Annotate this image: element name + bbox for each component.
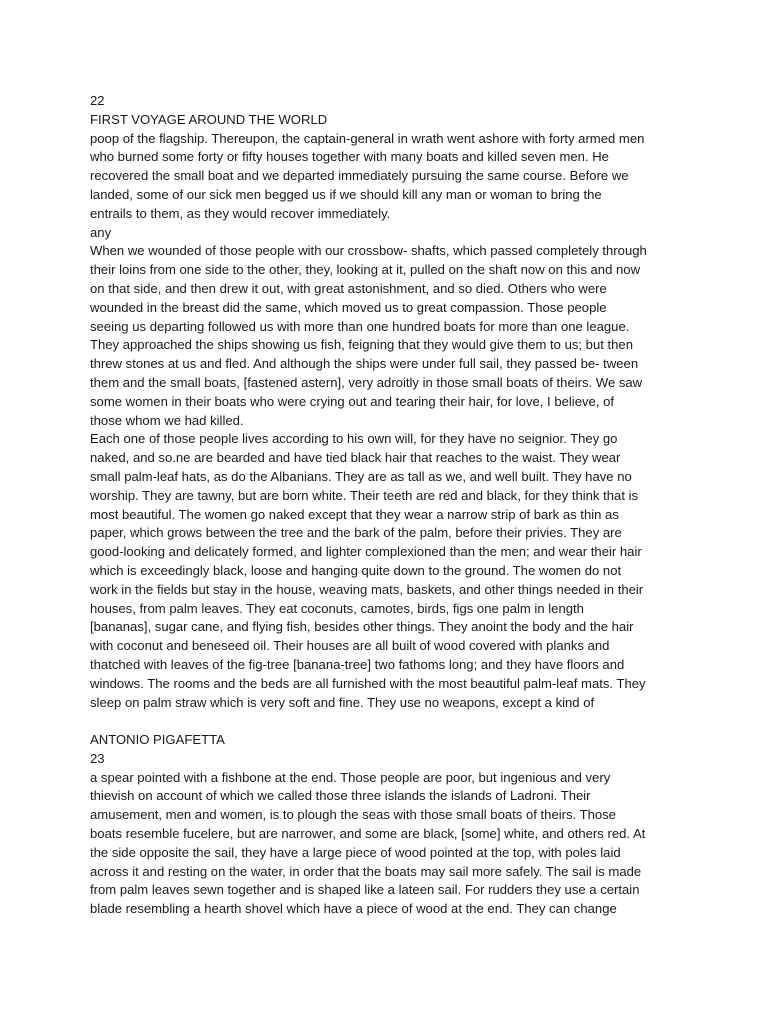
page-break-spacer — [90, 712, 690, 731]
running-title: ANTONIO PIGAFETTA — [90, 732, 225, 748]
paragraph-2 — [90, 242, 690, 430]
text-line: When we wounded of those people with our crossbow- shafts, which passed completely through — [90, 243, 647, 259]
text-line: seeing us departing followed us with more than one hundred boats for more than one league. — [90, 318, 630, 334]
text-line: the side opposite the sail, they have a large piece of wood pointed at the top, with poles laid — [90, 844, 621, 860]
text-line: wounded in the breast did the same, which moved us to great compassion. Those people — [90, 299, 607, 315]
text-line: a spear pointed with a fishbone at the end. Those people are poor, but ingenious and very — [90, 769, 611, 785]
text-line: most beautiful. The women go naked except that they wear a narrow strip of bark as thin as — [90, 506, 619, 522]
text-line: some women in their boats who were crying out and tearing their hair, for love, I believe, of — [90, 393, 615, 409]
text-line: paper, which grows between the tree and the bark of the palm, before their privies. They are — [90, 525, 622, 541]
text-line: entrails to them, as they would recover immediately. — [90, 205, 391, 221]
text-line: from palm leaves sewn together and is shaped like a lateen sail. For rudders they use a certain — [90, 882, 640, 898]
text-line: good-looking and delicately formed, and lighter complexioned than the men; and wear their hair — [90, 544, 642, 560]
text-line: thatched with leaves of the fig-tree [banana-tree] two fathoms long; and they have floors and — [90, 656, 625, 672]
text-line: amusement, men and women, is to plough the seas with those small boats of theirs. Those — [90, 807, 616, 823]
paragraph-4 — [90, 769, 690, 919]
text-line: thievish on account of which we called those three islands the islands of Ladroni. Their — [90, 788, 591, 804]
text-line: Each one of those people lives according to his own will, for they have no seignior. They go — [90, 431, 618, 447]
text-line: recovered the small boat and we departed immediately pursuing the same course. Before we — [90, 168, 629, 184]
document-page — [90, 92, 690, 919]
text-line: which is exceedingly black, loose and hanging quite down to the ground. The women do not — [90, 562, 622, 578]
text-line: those whom we had killed. — [90, 412, 244, 428]
text-line: threw stones at us and fled. And although the ships were under full sail, they passed be- tween — [90, 356, 639, 372]
text-line: windows. The rooms and the beds are all furnished with the most beautiful palm-leaf mats. They — [90, 675, 646, 691]
text-line: their loins from one side to the other, they, looking at it, pulled on the shaft now on this and now — [90, 262, 641, 278]
text-line: them and the small boats, [fastened astern], very adroitly in those small boats of theirs. We saw — [90, 374, 643, 390]
text-line: [bananas], sugar cane, and flying fish, besides other things. They anoint the body and the hair — [90, 619, 634, 635]
paragraph-1 — [90, 130, 690, 224]
text-line: blade resembling a hearth shovel which have a piece of wood at the end. They can change — [90, 901, 617, 917]
marginal-word: any — [90, 224, 112, 240]
page-number: 22 — [90, 93, 105, 108]
text-line: boats resemble fucelere, but are narrower, and some are black, [some] white, and others red. At — [90, 826, 646, 842]
text-line: They approached the ships showing us fish, feigning that they would give them to us; but then — [90, 337, 634, 353]
running-title: FIRST VOYAGE AROUND THE WORLD — [90, 111, 328, 127]
text-line: with coconut and beneseed oil. Their houses are all built of wood covered with planks and — [90, 638, 610, 654]
text-line: poop of the flagship. Thereupon, the captain-general in wrath went ashore with forty armed men — [90, 130, 645, 146]
text-line: on that side, and then drew it out, with great astonishment, and so died. Others who were — [90, 280, 607, 296]
text-line: sleep on palm straw which is very soft and fine. They use no weapons, except a kind of — [90, 694, 595, 710]
text-line: work in the fields but stay in the house, weaving mats, baskets, and other things needed in their — [90, 581, 644, 597]
text-line: who burned some forty or fifty houses together with many boats and killed seven men. He — [90, 149, 609, 165]
text-line: small palm-leaf hats, as do the Albanians. They are as tall as we, and well built. They have no — [90, 468, 632, 484]
paragraph-3 — [90, 430, 690, 712]
text-line: naked, and so.ne are bearded and have tied black hair that reaches to the waist. They wear — [90, 450, 621, 466]
text-line: across it and resting on the water, in order that the boats may sail more safely. The sail is made — [90, 863, 642, 879]
text-line: landed, some of our sick men begged us if we should kill any man or woman to bring the — [90, 186, 602, 202]
text-line: houses, from palm leaves. They eat coconuts, camotes, birds, figs one palm in length — [90, 600, 584, 616]
page-number: 23 — [90, 750, 105, 766]
text-line: worship. They are tawny, but are born white. Their teeth are red and black, for they think that is — [90, 487, 639, 503]
